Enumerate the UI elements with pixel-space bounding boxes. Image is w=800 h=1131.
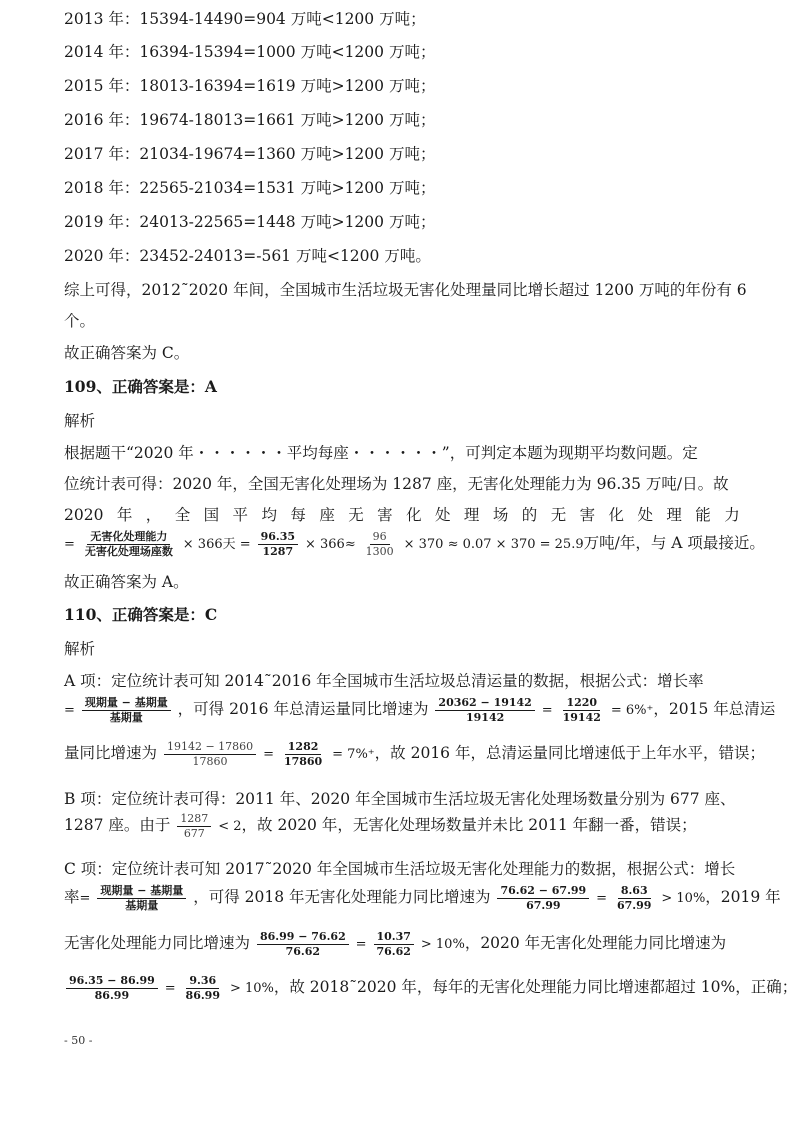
equals-sign: = (64, 537, 75, 552)
spaced-char: 国 (203, 506, 220, 524)
calc-line-2014: 2014 年：16394-15394=1000 万吨<1200 万吨； (64, 43, 436, 61)
fraction-a-2015-rate: $\frac{1282}{17860}$ (283, 739, 323, 768)
growth-rate-formula: $\frac{\text{现期量 − 基期量}}{\text{基期量}}$ (82, 697, 171, 723)
calc-line-2016: 2016 年：19674-18013=1661 万吨>1200 万吨； (64, 111, 436, 129)
q109-paragraph-3 (64, 504, 740, 526)
calc-line-2020: 2020 年：23452-24013=-561 万吨<1200 万吨。 (64, 247, 431, 265)
conclusion-108: 故正确答案为 C。 (64, 344, 190, 362)
q110-option-b-line-2: 1287 座。由于 $\frac{1287}{677}$ < 2，故 2020 年，无害化处理场数量并未比 2011 年翻一番，错误； (64, 811, 697, 840)
q109-analysis-label: 解析 (64, 412, 96, 430)
q109-paragraph-2: 位统计表可得：2020 年，全国无害化处理场为 1287 座，无害化处理能力为 96.35 万吨/日。故 (64, 475, 729, 493)
spaced-char: 害 (579, 506, 596, 524)
spaced-char: 无 (348, 506, 364, 524)
page-number: - 50 - (64, 1034, 93, 1047)
q110-heading: 110、正确答案是：C (64, 605, 218, 624)
fraction-c-2019-rate: $\frac{10.37}{76.62}$ (374, 931, 414, 957)
spaced-char: 理 (666, 506, 682, 524)
calc-line-2015: 2015 年：18013-16394=1619 万吨>1200 万吨； (64, 77, 436, 95)
fraction-a-2016-diff: $\frac{20362 - 19142}{19142}$ (435, 697, 534, 723)
q109-paragraph-1: 根据题干“2020 年・・・・・・平均每座・・・・・・”，可判定本题为现期平均数问题。定 (64, 444, 698, 462)
spaced-char: 力 (724, 506, 740, 524)
calc-line-2013: 2013 年：15394-14490=904 万吨<1200 万吨； (64, 10, 426, 28)
summary-line-1: 综上可得，2012˜2020 年间，全国城市生活垃圾无害化处理量同比增长超过 1200 万吨的年份有 6 (64, 281, 747, 299)
spaced-char: 座 (319, 506, 335, 524)
q110-option-c-line-4: $\frac{96.35 - 86.99}{86.99}$ = $\frac{9.36}{86.99}$ > 10%，故 2018˜2020 年，每年的无害化处理能力同比增速都超过 10%，正确； (64, 972, 797, 1004)
fraction-96-over-1300: $\frac{96}{1300}$ (365, 529, 394, 558)
q109-heading: 109、正确答案是：A (64, 377, 217, 396)
spaced-char: 无 (550, 506, 567, 524)
spaced-char: 化 (406, 506, 422, 524)
q110-option-a-line-2: = $\frac{\text{现期量 − 基期量}}{\text{基期量}}$ ，可得 2016 年总清运量同比增速为 $\frac{20362 - 19142}{19142}$ = $\frac{1220}{19142}$ = 6%⁺，2015 年总清运 (64, 695, 776, 724)
q109-formula-line: = $\frac{\text{无害化处理能力}}{\text{无害化处理场座数}}$ × 366天 = $\frac{96.35}{1287}$ × 366≈ $\frac{96}{1300}$ × 370 ≈ 0.07 × 370 = 25.9万吨/年，与 A 项最接近。 (64, 529, 765, 558)
spaced-char: 理 (463, 506, 480, 524)
fraction-a-2015-diff: $\frac{19142 - 17860}{17860}$ (164, 741, 256, 767)
q110-option-c-line-2: 率= $\frac{\text{现期量 − 基期量}}{\text{基期量}}$ ，可得 2018 年无害化处理能力同比增速为 $\frac{76.62 - 67.99}{67.99}$ = $\frac{8.63}{67.99}$ > 10%，2019 年 (64, 883, 781, 912)
fraction-b-1287-over-677: $\frac{1287}{677}$ (177, 813, 211, 839)
summary-line-2: 个。 (64, 312, 96, 330)
fraction-c-2018-rate: $\frac{8.63}{67.99}$ (616, 883, 652, 912)
q110-option-a-line-3: 量同比增速为 $\frac{19142 - 17860}{17860}$ = $\frac{1282}{17860}$ = 7%⁺，故 2016 年，总清运量同比增速低于上年水平，错误； (64, 739, 765, 768)
spaced-char: 场 (492, 506, 509, 524)
calc-line-2017: 2017 年：21034-19674=1360 万吨>1200 万吨； (64, 145, 436, 163)
spaced-char: 2020 (64, 506, 104, 524)
q110-analysis-label: 解析 (64, 640, 96, 658)
spaced-char: 能 (695, 506, 711, 524)
fraction-c-2020-diff: $\frac{96.35 - 86.99}{86.99}$ (66, 975, 158, 1001)
fraction-c-2018-diff: $\frac{76.62 - 67.99}{67.99}$ (497, 885, 589, 911)
growth-rate-formula-c: $\frac{\text{现期量 − 基期量}}{\text{基期量}}$ (97, 885, 186, 911)
fraction-c-2019-diff: $\frac{86.99 - 76.62}{76.62}$ (257, 931, 349, 957)
spaced-char: 处 (435, 506, 451, 524)
spaced-char: 处 (637, 506, 653, 524)
fraction-a-2016-rate: $\frac{1220}{19142}$ (562, 695, 601, 724)
spaced-char: 均 (261, 506, 277, 524)
q110-option-c-line-3: 无害化处理能力同比增速为 $\frac{86.99 - 76.62}{76.62}$ = $\frac{10.37}{76.62}$ > 10%，2020 年无害化处理能力同比增速为 (64, 929, 727, 958)
calc-line-2019: 2019 年：24013-22565=1448 万吨>1200 万吨； (64, 213, 436, 231)
spaced-char: 平 (232, 506, 249, 524)
spaced-char: 化 (608, 506, 625, 524)
conclusion-109: 故正确答案为 A。 (64, 573, 189, 591)
spaced-char: 全 (174, 506, 191, 524)
fraction-c-2020-rate: $\frac{9.36}{86.99}$ (185, 973, 220, 1002)
spaced-char: 害 (377, 506, 393, 524)
fraction-96-35-over-1287: $\frac{96.35}{1287}$ (258, 531, 298, 557)
spaced-char: ， (145, 506, 162, 524)
q110-option-b-line-1: B 项：定位统计表可得：2011 年、2020 年全国城市生活垃圾无害化处理场数量分别为 677 座、 (64, 790, 736, 808)
q110-option-a-line-1: A 项：定位统计表可知 2014˜2016 年全国城市生活垃圾总清运量的数据，根据公式：增长率 (64, 672, 704, 690)
spaced-char: 年 (116, 506, 133, 524)
q110-option-c-line-1: C 项：定位统计表可知 2017˜2020 年全国城市生活垃圾无害化处理能力的数据，根据公式：增长 (64, 860, 736, 878)
spaced-char: 每 (290, 506, 306, 524)
calc-line-2018: 2018 年：22565-21034=1531 万吨>1200 万吨； (64, 179, 436, 197)
spaced-char: 的 (521, 506, 538, 524)
fraction-capacity-per-site: $\frac{\text{无害化处理能力}}{\text{无害化处理场座数}}$ (84, 529, 173, 558)
